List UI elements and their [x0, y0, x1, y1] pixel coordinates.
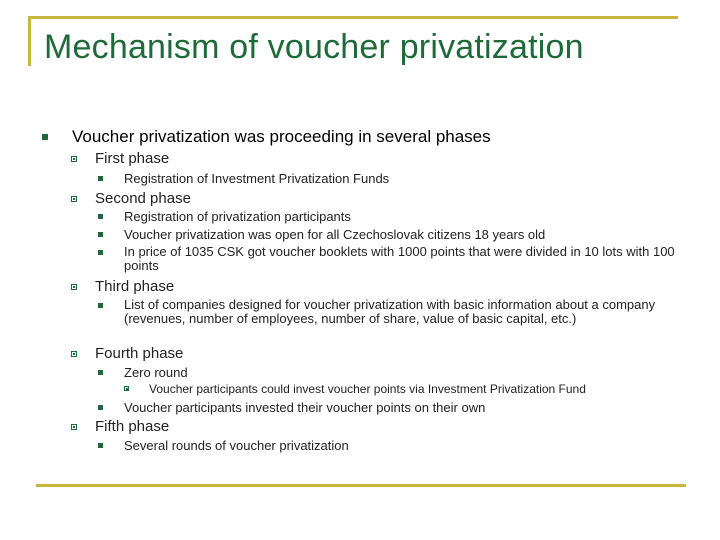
- bullet-box-icon: [71, 424, 77, 430]
- phase-item: Voucher participants invested their voucher points on their own: [124, 400, 486, 415]
- phase-item: Registration of privatization participants: [124, 209, 351, 224]
- bullet-box-icon: [71, 351, 77, 357]
- bullet-square-icon: [98, 214, 103, 219]
- phase-title: First phase: [95, 150, 170, 167]
- phase-item: In price of 1035 CSK got voucher booklets with 1000 points that were divided in 10 lots with 100 points: [124, 244, 675, 273]
- phase-item: Several rounds of voucher privatization: [124, 438, 349, 453]
- slide-title: Mechanism of voucher privatization: [44, 28, 584, 66]
- phase-title: Fifth phase: [95, 418, 170, 435]
- bullet-box-icon: [71, 196, 77, 202]
- bullet-square-icon: [98, 370, 103, 375]
- phase-title: Third phase: [95, 278, 175, 295]
- bullet-box-icon: [71, 284, 77, 290]
- phase-item: Voucher privatization was open for all Czechoslovak citizens 18 years old: [124, 227, 546, 242]
- bullet-box-icon: [71, 156, 77, 162]
- bullet-square-icon: [98, 250, 103, 255]
- phase-item: Zero round: [124, 365, 188, 380]
- phase-subitem: Voucher participants could invest voucher points via Investment Privatization Fund: [149, 382, 586, 396]
- phase-item: Registration of Investment Privatization Funds: [124, 171, 390, 186]
- bullet-square-icon: [42, 134, 48, 140]
- bottom-rule: [36, 484, 686, 487]
- bullet-square-icon: [98, 405, 103, 410]
- main-point: Voucher privatization was proceeding in several phases: [72, 127, 491, 146]
- bullet-square-icon: [98, 443, 103, 448]
- left-rule: [28, 16, 31, 66]
- bullet-square-icon: [98, 176, 103, 181]
- phase-title: Fourth phase: [95, 345, 184, 362]
- phase-title: Second phase: [95, 190, 191, 207]
- phase-item: List of companies designed for voucher privatization with basic information about a company (revenues, number of employees, number of share, value of basic capital, etc.): [124, 297, 656, 326]
- bullet-square-icon: [98, 303, 103, 308]
- bullet-box-icon: [124, 386, 129, 391]
- bullet-square-icon: [98, 232, 103, 237]
- top-rule: [28, 16, 678, 19]
